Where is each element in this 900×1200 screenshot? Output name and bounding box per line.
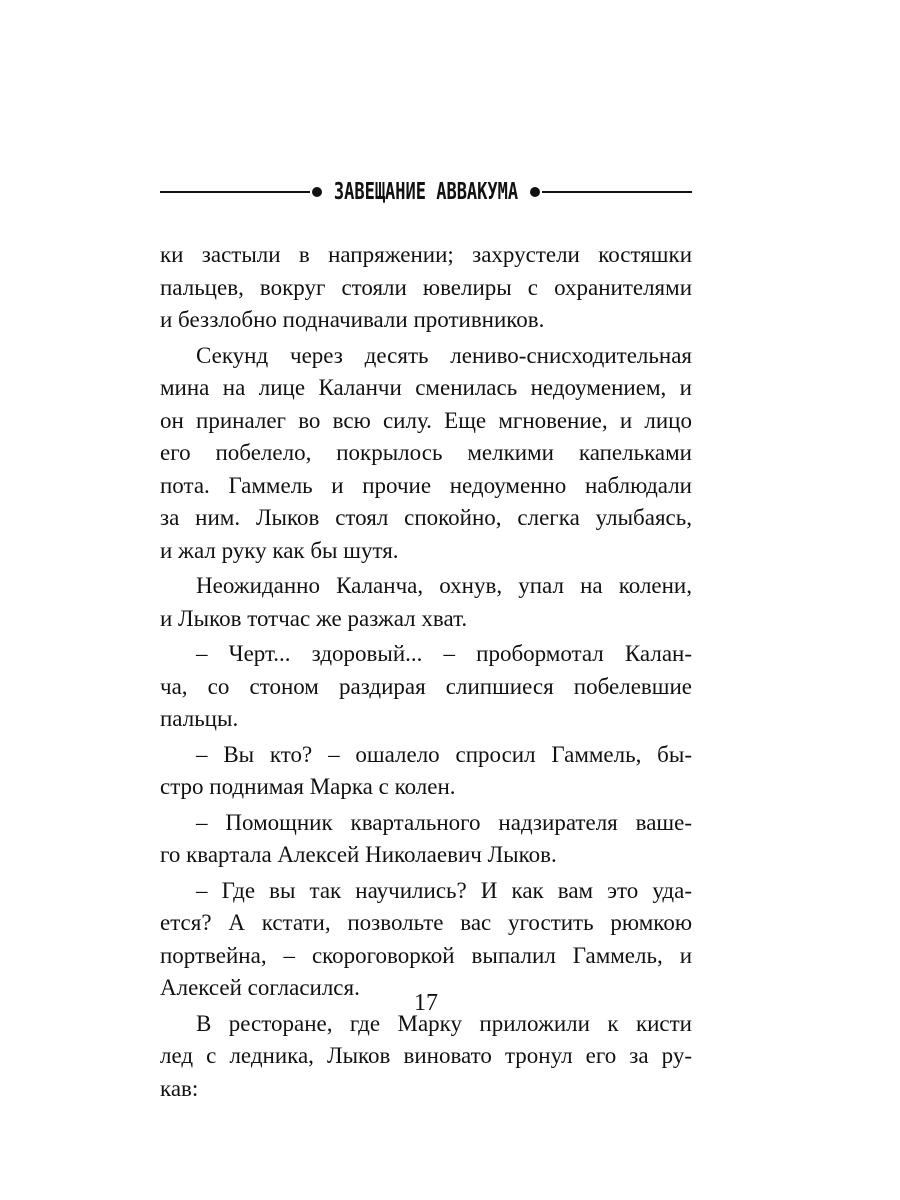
page-number: 17 (414, 990, 438, 1016)
text-line: го квартала Алексей Николаевич Лыков. (160, 842, 557, 867)
text-line: ется? А кстати, позвольте вас угостить рюмкою (160, 910, 692, 935)
header-rule-left (160, 191, 310, 193)
text-line: ки застыли в напряжении; захрустели костяшки (160, 242, 692, 267)
text-line: пота. Гаммель и прочие недоуменно наблюдали (160, 472, 692, 498)
text-line: пальцев, вокруг стояли ювелиры с охранителями (160, 274, 692, 300)
running-title: ЗАВЕЩАНИЕ АВВАКУМА (333, 178, 519, 206)
text-line: Алексей согласился. (160, 975, 360, 1000)
text-line: мина на лице Каланчи сменилась недоумением, и (160, 375, 692, 400)
body-text (160, 239, 692, 1105)
text-line: – Помощник квартального надзирателя ваше- (196, 809, 692, 835)
text-line: он приналег во всю силу. Еще мгновение, и лицо (160, 407, 692, 433)
text-line: и беззлобно подначивали противников. (160, 307, 545, 332)
text-line: лед с ледника, Лыков виновато тронул его за ру- (160, 1043, 692, 1068)
text-line: и жал руку как бы шутя. (160, 537, 399, 563)
text-line: – Где вы так научились? И как вам это уда- (196, 877, 692, 903)
text-line: ча, со стоном раздирая слипшиеся побелевшие (160, 673, 692, 699)
text-line: В ресторане, где Марку приложили к кисти (196, 1010, 692, 1036)
text-line: и Лыков тотчас же разжал хват. (160, 605, 468, 631)
text-line: пальцы. (160, 706, 239, 731)
text-line: кав: (160, 1075, 199, 1101)
header-bullet-right (530, 187, 540, 197)
text-line: за ним. Лыков стоял спокойно, слегка улыбаясь, (160, 505, 692, 530)
text-line: – Черт... здоровый... – пробормотал Калан- (196, 641, 692, 666)
text-line: портвейна, – скороговоркой выпалил Гаммель, и (160, 942, 692, 968)
header-rule-right (542, 191, 692, 193)
running-header (160, 176, 692, 206)
text-line: его побелело, покрылось мелкими капельками (160, 440, 692, 465)
text-line: Неожиданно Каланча, охнув, упал на колени, (196, 573, 692, 598)
text-line: – Вы кто? – ошалело спросил Гаммель, бы- (196, 741, 692, 767)
text-line: Секунд через десять лениво-снисходительная (196, 342, 692, 368)
header-bullet-left (312, 187, 322, 197)
text-line: стро поднимая Марка с колен. (160, 774, 456, 799)
